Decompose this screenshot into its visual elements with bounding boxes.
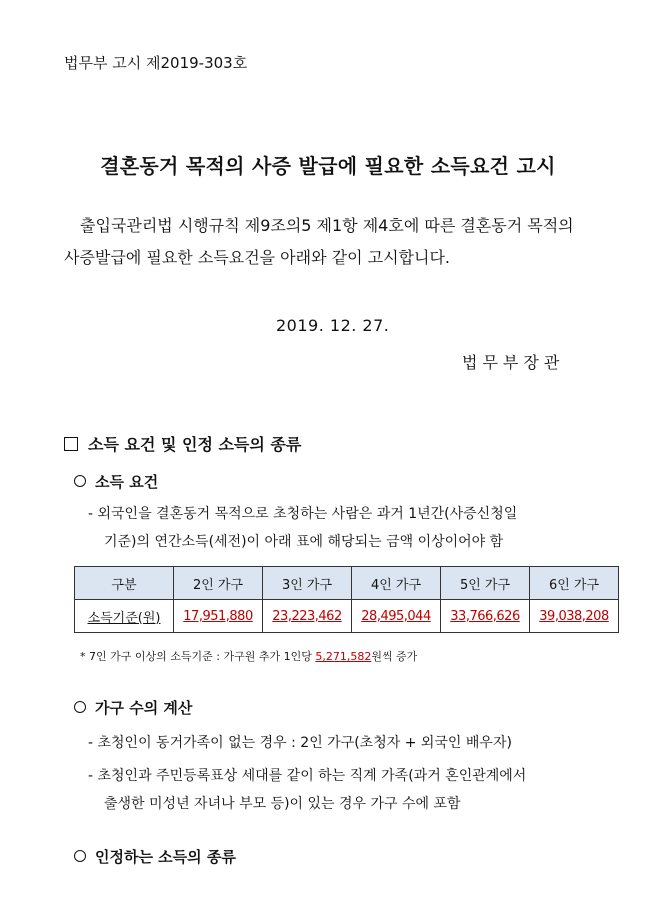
table-row-label: 소득기준(원) (75, 600, 174, 633)
household-bullet-1: - 초청인이 동거가족이 없는 경우 : 2인 가구(초청자 + 외국인 배우자) (88, 735, 512, 751)
subsection-heading: 인정하는 소득의 종류 (95, 848, 236, 866)
table-header-cell: 6인 가구 (530, 567, 619, 600)
table-footnote (80, 648, 417, 664)
income-table (74, 566, 619, 633)
household-bullet-2 (88, 762, 628, 818)
subsection-heading: 소득 요건 (95, 473, 159, 491)
checkbox-square-icon (64, 437, 78, 451)
table-header-cell: 구분 (75, 567, 174, 600)
footnote-amount: 5,271,582 (315, 650, 372, 663)
notice-date: 2019. 12. 27. (276, 316, 390, 335)
table-header-cell: 2인 가구 (174, 567, 263, 600)
subsection-heading: 가구 수의 계산 (95, 699, 193, 717)
table-cell: 17,951,880 (174, 600, 263, 633)
table-header-cell: 4인 가구 (352, 567, 441, 600)
subsection-household-count (74, 697, 192, 718)
table-cell: 23,223,462 (263, 600, 352, 633)
section-heading-text: 소득 요건 및 인정 소득의 종류 (88, 435, 302, 454)
table-header-cell: 5인 가구 (441, 567, 530, 600)
notice-number: 법무부 고시 제2019-303호 (64, 54, 248, 72)
table-header-row (75, 567, 619, 600)
bullet-line: - 외국인을 결혼동거 목적으로 초청하는 사람은 과거 1년간(사증신청일 (88, 506, 518, 522)
income-requirement-bullet (88, 500, 628, 556)
subsection-income-requirement (74, 471, 158, 492)
document-title: 결혼동거 목적의 사증 발급에 필요한 소득요건 고시 (100, 154, 556, 178)
footnote-prefix: * 7인 가구 이상의 소득기준 : 가구원 추가 1인당 (80, 650, 316, 663)
circle-bullet-icon (74, 475, 86, 487)
table-header-cell: 3인 가구 (263, 567, 352, 600)
table-cell: 28,495,044 (352, 600, 441, 633)
subsection-recognized-income (74, 846, 236, 867)
circle-bullet-icon (74, 701, 86, 713)
footnote-suffix: 원씩 증가 (371, 650, 418, 663)
issuer-name: 법무부장관 (462, 353, 565, 372)
section-heading (64, 432, 301, 455)
table-row (75, 600, 619, 633)
intro-line-2: 사증발급에 필요한 소득요건을 아래와 같이 고시합니다. (64, 248, 451, 267)
table-cell: 33,766,626 (441, 600, 530, 633)
circle-bullet-icon (74, 850, 86, 862)
table-cell: 39,038,208 (530, 600, 619, 633)
intro-line-1: 출입국관리법 시행규칙 제9조의5 제1항 제4호에 따른 결혼동거 목적의 (80, 216, 574, 235)
bullet-line: 기준)의 연간소득(세전)이 아래 표에 해당되는 금액 이상이어야 함 (104, 534, 504, 550)
bullet-line: 출생한 미성년 자녀나 부모 등)이 있는 경우 가구 수에 포함 (104, 796, 461, 812)
bullet-line: - 초청인과 주민등록표상 세대를 같이 하는 직계 가족(과거 혼인관계에서 (88, 768, 527, 784)
intro-paragraph (64, 210, 624, 274)
